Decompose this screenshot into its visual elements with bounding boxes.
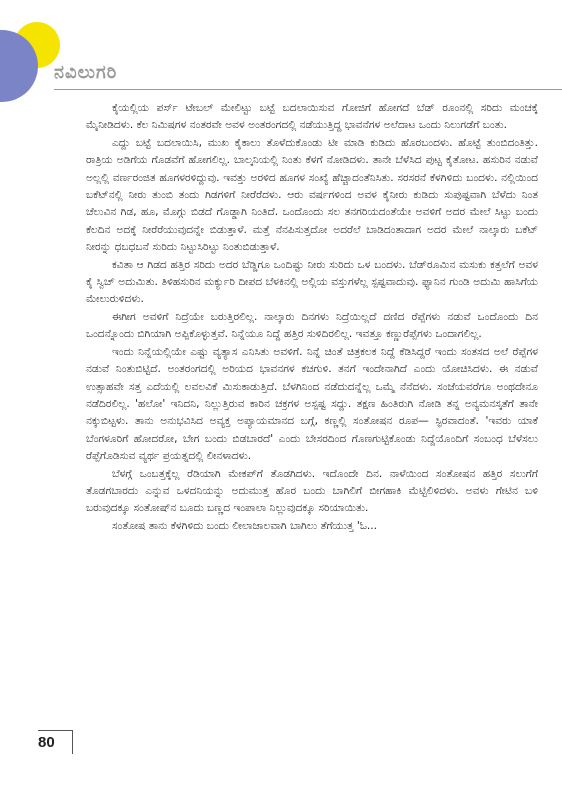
paragraph: ಕೈಯಲ್ಲಿಯ ಪರ್ಸ್ ಟೇಬಲ್ ಮೇಲಿಟ್ಟು ಬಟ್ಟೆ ಬದಲಾಯಿಸುವ ಗೋಜಿಗೆ ಹೋಗದೆ ಬೆಡ್ ರೂಂನಲ್ಲಿ ಸರಿದು ಮಂಚಕ್ಕೆ ಮೈನೀಡಿದಳು. ಕೆಲ ನಿಮಿಷಗಳ ನಂತರವೇ ಅವಳ ಅಂತರಂಗದಲ್ಲಿ ನಡೆಯುತ್ತಿದ್ದ ಭಾವನೆಗಳ ಅಲೆದಾಟ ಒಂದು ನಿಲುಗಡೆಗೆ ಬಂತು. [86,102,538,132]
paragraph: ಕವಿತಾ ಆ ಗಿಡದ ಹತ್ತಿರ ಸರಿದು ಅದರ ಬೆಡ್ಡಿಗೂ ಒಂದಿಷ್ಟು ನೀರು ಸುರಿದು ಒಳ ಬಂದಳು. ಬೆಡ್‌ರೂಮಿನ ಮಸುಕು ಕತ್ತಲೆಗೆ ಅವಳ ಕೈ ಸ್ವಿಚ್ ಅದುಮಿತು. ತಿಳಿಹಸುರಿನ ಮರ್ಕ್ಯುರಿ ದೀಪದ ಬೆಳಕಿನಲ್ಲಿ ಅಲ್ಲಿಯ ವಸ್ತುಗಳೆಲ್ಲ ಸ್ಪಷ್ಟವಾದುವು. ಫ್ಯಾನಿನ ಗುಂಡಿ ಅದುಮಿ ಹಾಸಿಗೆಯ ಮೇಲುರುಳಿದಳು. [86,258,538,306]
page-number-side-rule [72,730,73,754]
paragraph: ಇಂದು ನಿನ್ನೆಯಲ್ಲಿಯೇ ಎಷ್ಟು ವ್ಯತ್ಯಾಸ ಎನಿಸಿತು ಅವಳಿಗೆ. ನಿನ್ನೆ ಚಿಂತೆ ಚಿತ್ರಕಲಕ ನಿದ್ದೆ ಕೆಡಿಸಿದ್ದರೆ ಇಂದು ಸಂತಸದ ಅಲೆ ರೆಪ್ಪೆಗಳ ನಡುವೆ ನಿಂತುಬಿಟ್ಟಿದೆ. ಅಂತರಂಗದಲ್ಲಿ ಅರಿಯದ ಭಾವನಗಳ ಕಚಗುಳಿ. ತನಗೆ ಇಂದೇನಾಗಿದೆ ಎಂದು ಯೋಚಿಸಿದಳು. ಈ ನಡುವೆ ಉತ್ಸಾಹವೇ ಸತ್ತ ಎದೆಯಲ್ಲಿ ಲವಲವಿಕೆ ಮಿಸುಕಾಡುತ್ತಿದೆ. ಬೆಳಗಿನಿಂದ ನಡೆದುದನ್ನೆಲ್ಲ ಒಮ್ಮೆ ನೆನೆದಳು. ಸಂಜೆಯವರೆಗೂ ಅಂಥದೇನೂ ನಡೆದಿರಲಿಲ್ಲ. 'ಹಲೋ' ಇನಿದನಿ, ನಿಲ್ಲುತ್ತಿರುವ ಕಾರಿನ ಚಕ್ರಗಳ ಅಸ್ಪಷ್ಟ ಸದ್ದು. ತಕ್ಷಣ ಹಿಂತಿರುಗಿ ನೋಡಿ ತನ್ನ ಅನ್ಯಮನಸ್ಕತೆಗೆ ತಾನೇ ನಕ್ಕುಬಿಟ್ಟಳು. ತಾನು ಅನುಭವಿಸಿದ ಅವ್ಯಕ್ತ ಅಪ್ಯಾಯಮಾನದ ಬಗ್ಗೆ, ಕಣ್ಣಲ್ಲಿ ಸಂತೋಷನ ರೂಪ— ಸ್ಫಿರವಾದಂತೆ. 'ಇವರು ಯಾಕೆ ಬೆಂಗಳೂರಿಗೆ ಹೋದರೋ, ಬೇಗ ಬಂದು ಬಿಡಬಾರದೆ' ಎಂದು ಬೇಸರದಿಂದ ಗೊಣಗುಟ್ಟಿಕೊಂಡು ನಿದ್ದೆಯೊಂದಿಗೆ ಸಂಬಂಧ ಬೆಳೆಸಲು ರೆಪ್ಪೆಗೊಡಿಸುವ ವ್ಯರ್ಥ ಪ್ರಯತ್ನದಲ್ಲಿ ಲೀನಳಾದಳು. [86,345,538,463]
section-title: ನವಿಲುಗರಿ [54,62,118,83]
page-number: 80 [38,734,55,751]
paragraph: ಬೆಳಗ್ಗೆ ಒಂಬತ್ತಕ್ಕೆಲ್ಲ ರೆಡಿಯಾಗಿ ಮೇಕಪ್‌ಗೆ ತೊಡಗಿದಳು. ಇದೊಂದೇ ದಿನ. ನಾಳೆಯಿಂದ ಸಂತೋಷನ ಹತ್ತಿರ ಸಲುಗೆಗೆ ತೊಡಗಬಾರದು ಎನ್ನುವ ಒಳದನಿಯನ್ನು ಅದುಮುತ್ತ ಹೊರ ಬಂದು ಬಾಗಿಲಿಗೆ ಬೀಗಹಾಕಿ ಮೆಟ್ಟಿಲಿಳಿದಳು. ಅವಳು ಗೇಟಿನ ಬಳಿ ಬರುವುದಕ್ಕೂ ಸಂತೋಷ್‌ನ ಬೂದು ಬಣ್ಣದ ಇಂಪಾಲಾ ನಿಲ್ಲುವುದಕ್ಕೂ ಸರಿಯಾಯಿತು. [86,467,538,515]
header-divider [54,89,562,90]
paragraph: ಈಗೀಗ ಅವಳಿಗೆ ನಿದ್ರೆಯೇ ಬರುತ್ತಿರಲಿಲ್ಲ. ನಾಲ್ಕಾರು ದಿನಗಳು ನಿದ್ರೆಯಿಲ್ಲದೆ ದಣಿದ ರೆಪ್ಪೆಗಳು ನಡುವೆ ಒಂದೊಂದು ದಿನ ಒಂದನ್ನೊಂದು ಬಿಗಿಯಾಗಿ ಅಪ್ಪಿಕೊಳ್ಳುತ್ತವೆ. ನಿನ್ನೆಯೂ ನಿದ್ದೆ ಹತ್ತಿರ ಸುಳಿದಿರಲಿಲ್ಲ. ಇವತ್ತೂ ಕಣ್ಣುರೆಪ್ಪೆಗಳು ಒಂದಾಗಲಿಲ್ಲ. [86,310,538,341]
paragraph: ಎದ್ದು ಬಟ್ಟೆ ಬದಲಾಯಿಸಿ, ಮುಖ ಕೈಕಾಲು ತೊಳೆದುಕೊಂಡು ಟೀ ಮಾಡಿ ಕುಡಿದು ಹೊರಬಂದಳು. ಹೊಟ್ಟೆ ತುಂಬಿದಂತಿತ್ತು. ರಾತ್ರಿಯ ಅಡಿಗೆಯ ಗೊಡವೆಗೆ ಹೋಗಲಿಲ್ಲ. ಬಾಲ್ಕನಿಯಲ್ಲಿ ನಿಂತು ಕೆಳಗೆ ನೋಡಿದಳು. ತಾನೇ ಬೆಳೆಸಿದ ಪುಟ್ಟ ಕೈತೋಟ. ಹಸುರಿನ ನಡುವೆ ಅಲ್ಲಲ್ಲಿ ವರ್ಣರಂಜಿತ ಹೂಗಳರಳಿದ್ದುವು. ಇವತ್ತು ಅರಳಿದ ಹೂಗಳ ಸಂಖ್ಯೆ ಹೆಚ್ಚಾದಂತೆನಿಸಿತು. ಸರಸರನೆ ಕೆಳಗಿಳಿದು ಬಂದಳು. ನಲ್ಲಿಯಿಂದ ಬಕೆಟ್‌ನಲ್ಲಿ ನೀರು ತುಂಬಿ ತಂದು ಗಿಡಗಳಿಗೆ ನೀರೆರೆದಳು. ಆರು ವರ್ಷಗಳಿಂದ ಅವಳ ಕೈನೀರು ಕುಡಿದು ಸುಪುಷ್ಟವಾಗಿ ಬೆಳೆದು ನಿಂತ ಚೆಲುವಿನ ಗಿಡ, ಹೂ, ಮೊಗ್ಗು ಬಿಡದೆ ಗೊಡ್ಡಾಗಿ ನಿಂತಿದೆ. ಒಂದೊಂದು ಸಲ ತನಗರಿಯದಂತೆಯೇ ಅವಳಿಗೆ ಅದರ ಮೇಲೆ ಸಿಟ್ಟು ಬಂದು ಕೆಲದಿನ ಅದಕ್ಕೆ ನೀರೆರೆಯುವುದನ್ನೇ ಬಿಡುತ್ತಾಳೆ. ಮತ್ತೆ ನೆನಪಿಸುತ್ತದೋ ಅದರೆಲೆ ಬಾಡಿದಂತಾದಾಗ ಅದರ ಮೇಲೆ ನಾಲ್ಕಾರು ಬಕೆಟ್ ನೀರನ್ನು ಧಬಧಬನೆ ಸುರಿದು ನಿಟ್ಟುಸಿರಿಟ್ಟು ನಿಂತುಬಿಡುತ್ತಾಳೆ. [86,136,538,254]
story-body [86,100,538,535]
paragraph: ಸಂತೋಷ ತಾನು ಕೆಳಗಿಳಿದು ಬಂದು ಲೀಲಾಜಾಲವಾಗಿ ಬಾಗಿಲು ತೆಗೆಯುತ್ತ 'ಓ... [112,519,378,532]
page-number-rule [38,730,72,731]
